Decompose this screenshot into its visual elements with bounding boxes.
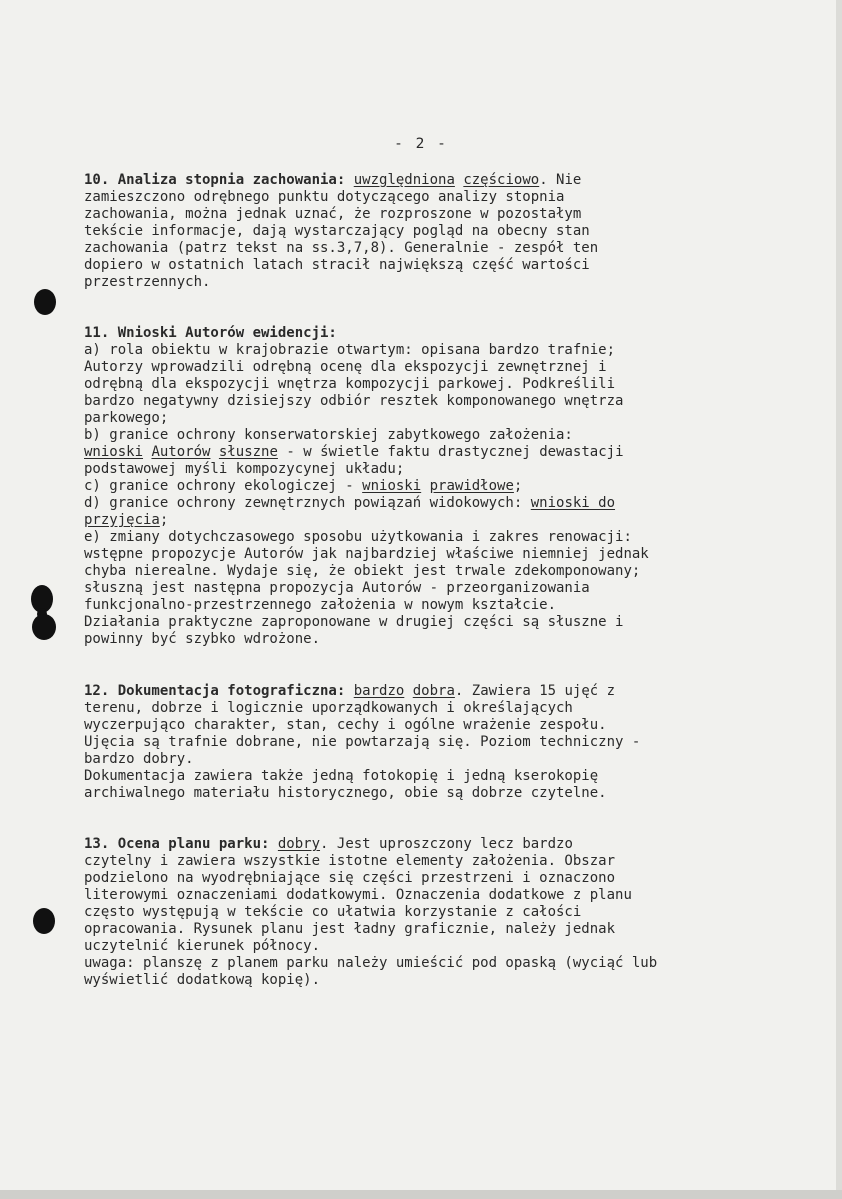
underlined-text: prawidłowe <box>429 478 514 494</box>
text-run: - w świetle faktu drastycznej dewastacji <box>277 444 624 460</box>
text-line <box>84 512 784 529</box>
text-run: a) rola obiektu w krajobrazie otwartym: opisana bardzo trafnie; <box>84 342 616 358</box>
text-run: słuszną jest następna propozycja Autorów - przeorganizowania <box>84 580 590 596</box>
underlined-text: częściowo <box>463 172 540 188</box>
section-analiza <box>84 172 784 291</box>
text-run: Działania praktyczne zaproponowane w drugiej części są słuszne i <box>84 614 624 630</box>
text-line <box>84 955 784 972</box>
text-run: uwaga: planszę z planem parku należy umieścić pod opaską (wyciąć lub <box>84 955 658 971</box>
section-heading-line <box>84 836 784 853</box>
text-line <box>84 563 784 580</box>
text-line <box>84 274 784 291</box>
text-line <box>84 717 784 734</box>
text-run: odrębną dla ekspozycji wnętrza kompozycji parkowej. Podkreślili <box>84 376 616 392</box>
text-line <box>84 189 784 206</box>
underlined-text: dobra <box>412 683 455 699</box>
text-line <box>84 495 784 512</box>
text-line <box>84 631 784 648</box>
text-line <box>84 376 784 393</box>
text-line <box>84 342 784 359</box>
text-line <box>84 972 784 989</box>
text-run <box>269 836 277 852</box>
text-run: powinny być szybko wdrożone. <box>84 631 321 647</box>
text-run: terenu, dobrze i logicznie uporządkowanych i określających <box>84 700 573 716</box>
section-wnioski <box>84 325 784 648</box>
text-run: parkowego; <box>84 410 169 426</box>
text-run: c) granice ochrony ekologiczej - <box>84 478 363 494</box>
text-run: e) zmiany dotychczasowego sposobu użytkowania i zakres renowacji: <box>84 529 632 545</box>
page-edge <box>836 0 842 1199</box>
text-line <box>84 461 784 478</box>
underlined-text: uwzględniona <box>353 172 455 188</box>
text-run: podzielono na wyodrębniające się części przestrzeni i oznaczono <box>84 870 616 886</box>
text-line <box>84 751 784 768</box>
text-run: dopiero w ostatnich latach stracił największą część wartości <box>84 257 590 273</box>
text-run: wstępne propozycje Autorów jak najbardziej właściwe niemniej jednak <box>84 546 649 562</box>
section-heading: 10. Analiza stopnia zachowania: <box>84 172 346 188</box>
text-line <box>84 904 784 921</box>
section-heading: 12. Dokumentacja fotograficzna: <box>84 683 346 699</box>
text-line <box>84 529 784 546</box>
text-line <box>84 853 784 870</box>
text-run: Autorzy wprowadzili odrębną ocenę dla ekspozycji zewnętrznej i <box>84 359 607 375</box>
text-run <box>210 444 218 460</box>
text-run: literowymi oznaczeniami dodatkowymi. Oznaczenia dodatkowe z planu <box>84 887 632 903</box>
punch-hole-mark <box>33 908 55 934</box>
text-line <box>84 614 784 631</box>
text-run: ; <box>513 478 523 494</box>
text-run: czytelny i zawiera wszystkie istotne elementy założenia. Obszar <box>84 853 616 869</box>
text-line <box>84 870 784 887</box>
text-line <box>84 240 784 257</box>
text-run <box>421 478 429 494</box>
text-line <box>84 921 784 938</box>
text-run: uczytelnić kierunek północy. <box>84 938 321 954</box>
underlined-text: przyjęcia <box>84 512 160 528</box>
text-run: Dokumentacja zawiera także jedną fotokopię i jedną kserokopię <box>84 768 599 784</box>
punch-hole-mark <box>34 289 56 315</box>
text-line <box>84 410 784 427</box>
text-run: funkcjonalno-przestrzennego założenia w nowym kształcie. <box>84 597 557 613</box>
text-run: . Jest uproszczony lecz bardzo <box>320 836 573 852</box>
section-heading: 11. Wnioski Autorów ewidencji: <box>84 325 337 341</box>
page-edge <box>0 1190 842 1199</box>
text-run: . Zawiera 15 ujęć z <box>454 683 616 699</box>
underlined-text: wnioski <box>84 444 144 460</box>
text-run: archiwalnego materiału historycznego, obie są dobrze czytelne. <box>84 785 607 801</box>
text-run <box>404 683 412 699</box>
text-line <box>84 768 784 785</box>
text-line <box>84 887 784 904</box>
section-dokumentacja <box>84 683 784 802</box>
section-heading: 13. Ocena planu parku: <box>84 836 270 852</box>
section-heading-line <box>84 172 784 189</box>
text-run: zamieszczono odrębnego punktu dotyczącego analizy stopnia <box>84 189 565 205</box>
text-line <box>84 427 784 444</box>
text-line <box>84 546 784 563</box>
text-run: opracowania. Rysunek planu jest ładny graficznie, należy jednak <box>84 921 616 937</box>
text-line <box>84 938 784 955</box>
text-run: przestrzennych. <box>84 274 211 290</box>
section-heading-line <box>84 683 784 700</box>
underlined-text: wnioski <box>362 478 422 494</box>
text-run: tekście informacje, dają wystarczający pogląd na obecny stan <box>84 223 590 239</box>
text-run: chyba nierealne. Wydaje się, że obiekt jest trwale zdekomponowany; <box>84 563 641 579</box>
underlined-text: Autorów <box>151 444 211 460</box>
text-run <box>345 683 353 699</box>
text-line <box>84 734 784 751</box>
text-line <box>84 597 784 614</box>
text-run: d) granice ochrony zewnętrznych powiązań widokowych: <box>84 495 531 511</box>
text-run: wyświetlić dodatkową kopię). <box>84 972 321 988</box>
section-heading-line <box>84 325 784 342</box>
underlined-text: bardzo <box>353 683 405 699</box>
text-run: podstawowej myśli kompozycynej układu; <box>84 461 405 477</box>
text-line <box>84 580 784 597</box>
text-run: bardzo negatywny dzisiejszy odbiór resztek komponowanego wnętrza <box>84 393 624 409</box>
text-run: zachowania, można jednak uznać, że rozproszone w pozostałym <box>84 206 582 222</box>
text-run: ; <box>159 512 169 528</box>
text-line <box>84 393 784 410</box>
text-run: wyczerpująco charakter, stan, cechy i ogólne wrażenie zespołu. <box>84 717 607 733</box>
text-line <box>84 785 784 802</box>
punch-hole-mark <box>32 614 56 640</box>
text-run: b) granice ochrony konserwatorskiej zabytkowego założenia: <box>84 427 573 443</box>
text-line <box>84 700 784 717</box>
text-line <box>84 478 784 495</box>
underlined-text: dobry <box>277 836 321 852</box>
text-line <box>84 444 784 461</box>
text-run: bardzo dobry. <box>84 751 194 767</box>
text-run: często występują w tekście co ułatwia korzystanie z całości <box>84 904 582 920</box>
underlined-text: słuszne <box>218 444 278 460</box>
text-line <box>84 206 784 223</box>
text-run: . Nie <box>539 172 582 188</box>
text-line <box>84 257 784 274</box>
underlined-text: wnioski do <box>530 495 616 511</box>
text-line <box>84 223 784 240</box>
section-plan <box>84 836 784 989</box>
text-run <box>345 172 353 188</box>
text-line <box>84 359 784 376</box>
page-number: - 2 - <box>394 136 448 152</box>
text-run: Ujęcia są trafnie dobrane, nie powtarzają się. Poziom techniczny - <box>84 734 641 750</box>
text-run: zachowania (patrz tekst na ss.3,7,8). Generalnie - zespół ten <box>84 240 599 256</box>
